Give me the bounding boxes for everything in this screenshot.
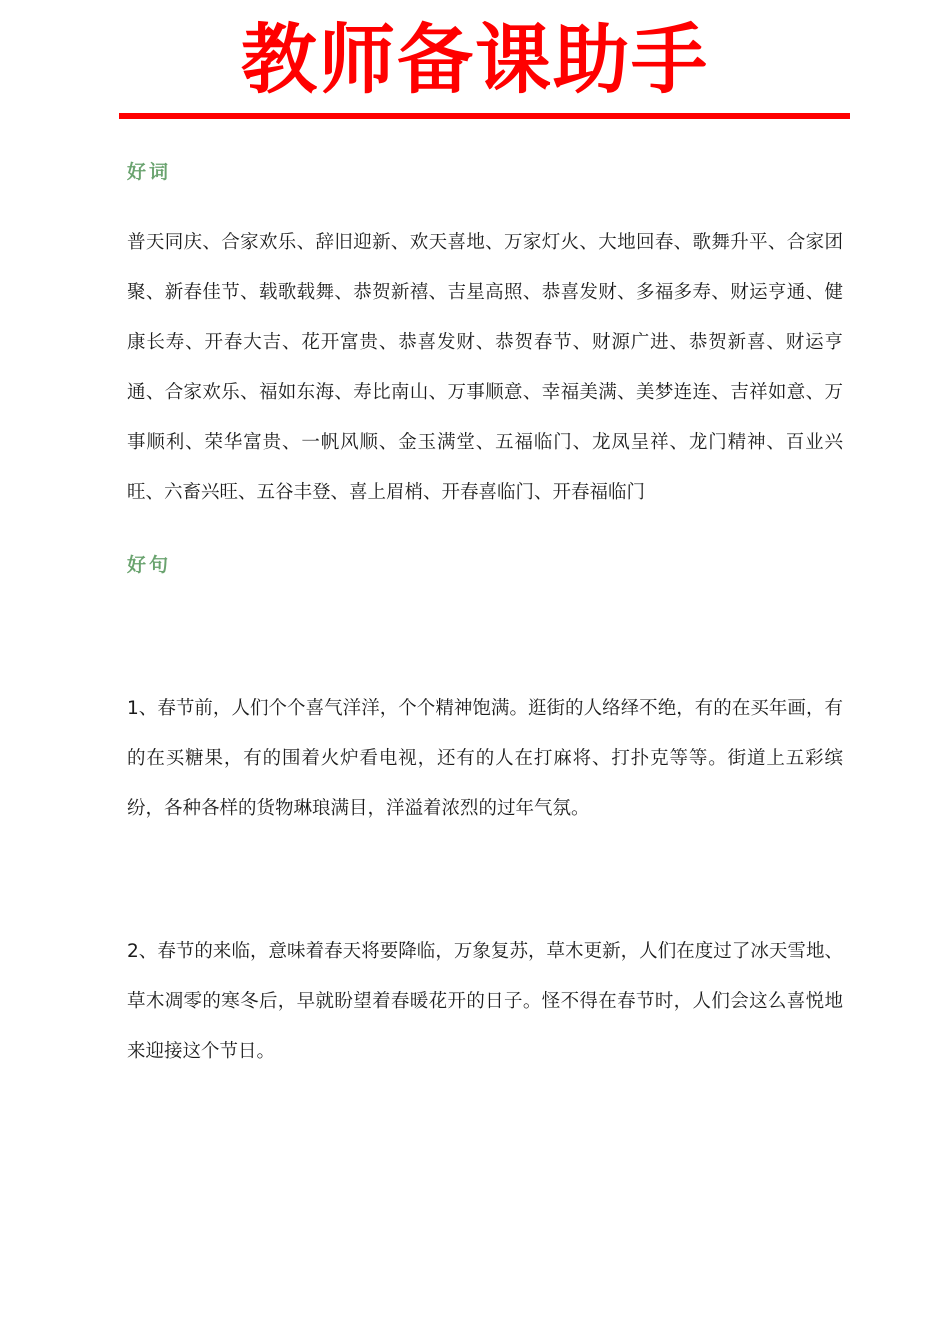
section-heading-good-words: 好词 — [127, 161, 172, 183]
page-title: 教师备课助手 — [241, 15, 709, 104]
good-words-paragraph: 普天同庆、合家欢乐、辞旧迎新、欢天喜地、万家灯火、大地回春、歌舞升平、合家团聚、新春佳节、载歌载舞、恭贺新禧、吉星高照、恭喜发财、多福多寿、财运亨通、健康长寿、开春大吉、花开富贵、恭喜发财、恭贺春节、财源广进、恭贺新喜、财运亨通、合家欢乐、福如东海、寿比南山、万事顺意、幸福美满、美梦连连、吉祥如意、万事顺利、荣华富贵、一帆风顺、金玉满堂、五福临门、龙凤呈祥、龙门精神、百业兴旺、六畜兴旺、五谷丰登、喜上眉梢、开春喜临门、开春福临门 — [127, 232, 843, 503]
sentence-item-2: 2、春节的来临，意味着春天将要降临，万象复苏，草木更新，人们在度过了冰天雪地、草木凋零的寒冬后，早就盼望着春暖花开的日子。怪不得在春节时，人们会这么喜悦地来迎接这个节日。 — [127, 941, 843, 1062]
section-heading-good-sentences: 好句 — [127, 554, 172, 576]
sentence-item-1: 1、春节前，人们个个喜气洋洋，个个精神饱满。逛街的人络绎不绝，有的在买年画，有的在买糖果，有的围着火炉看电视，还有的人在打麻将、打扑克等等。街道上五彩缤纷，各种各样的货物琳琅满目，洋溢着浓烈的过年气氛。 — [127, 698, 843, 819]
title-divider — [119, 113, 850, 119]
